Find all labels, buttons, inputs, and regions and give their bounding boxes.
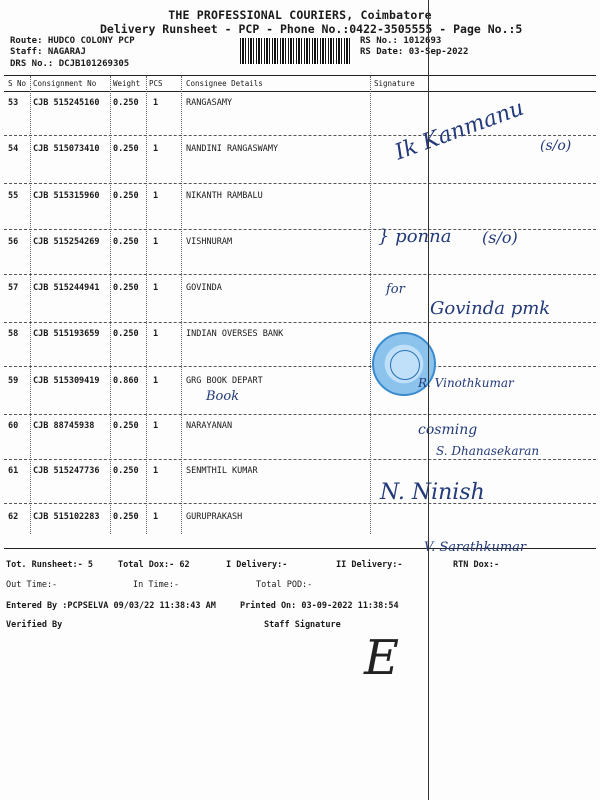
row-weight: 0.250 (113, 329, 139, 339)
row-weight: 0.250 (113, 512, 139, 522)
row-consignment: CJB 515245160 (33, 98, 100, 108)
signature-57b: Govinda pmk (430, 298, 551, 319)
col-consignee: Consignee Details (186, 79, 263, 88)
row-consignee: VISHNURAM (186, 237, 233, 247)
row-consignment: CJB 515247736 (33, 466, 100, 476)
row-divider (4, 274, 596, 275)
col-line (146, 76, 147, 534)
col-line (110, 76, 111, 534)
printed-on: Printed On: 03-09-2022 11:38:54 (240, 601, 399, 611)
row-consignment: CJB 515244941 (33, 283, 100, 293)
row-consignment: CJB 515102283 (33, 512, 100, 522)
rtn-dox: RTN Dox:- (453, 560, 500, 570)
tot-runsheet: Tot. Runsheet:- 5 (6, 560, 93, 570)
row-divider (4, 414, 596, 415)
row-pcs: 1 (153, 283, 159, 293)
row-sno: 56 (8, 237, 19, 247)
row-consignee: GURUPRAKASH (186, 512, 243, 522)
row-divider (4, 135, 596, 136)
col-pcs: PCS (149, 79, 163, 88)
signature-60b: S. Dhanasekaran (436, 444, 540, 458)
signature-53: Ik Kanmanu (391, 95, 528, 166)
col-line (181, 76, 182, 534)
signature-56a: } ponna (378, 226, 452, 247)
row-sno: 60 (8, 421, 19, 431)
staff-signature: E (364, 630, 400, 686)
route-label: Route: HUDCO COLONY PCP (10, 36, 135, 46)
row-consignee: RANGASAMY (186, 98, 233, 108)
drs-number: DRS No.: DCJB101269305 (10, 59, 130, 69)
row-consignment: CJB 515254269 (33, 237, 100, 247)
verified-by: Verified By (6, 620, 63, 630)
row-weight: 0.250 (113, 466, 139, 476)
row-pcs: 1 (153, 376, 159, 386)
row-weight: 0.250 (113, 191, 139, 201)
row-divider (4, 459, 596, 460)
row-consignment: CJB 515073410 (33, 144, 100, 154)
rs-number: RS No.: 1012693 (360, 36, 442, 46)
handwritten-note: Book (206, 389, 240, 404)
col-line (370, 76, 371, 534)
total-pod: Total POD:- (256, 580, 313, 590)
signature-61: N. Ninish (380, 480, 485, 505)
row-divider (4, 322, 596, 323)
col-consignment: Consignment No (33, 79, 97, 88)
row-weight: 0.250 (113, 144, 139, 154)
row-weight: 0.860 (113, 376, 139, 386)
row-consignee: INDIAN OVERSES BANK (186, 329, 284, 339)
row-pcs: 1 (153, 144, 159, 154)
row-consignment: CJB 515193659 (33, 329, 100, 339)
in-time: In Time:- (133, 580, 180, 590)
table-top-rule (4, 75, 596, 76)
ii-delivery: II Delivery:- (336, 560, 403, 570)
staff-label: Staff: NAGARAJ (10, 47, 86, 57)
row-consignment: CJB 515315960 (33, 191, 100, 201)
col-signature: Signature (374, 79, 415, 88)
entered-by: Entered By :PCPSELVA 09/03/22 11:38:43 AM (6, 601, 216, 611)
row-weight: 0.250 (113, 98, 139, 108)
row-consignee: GRG BOOK DEPART (186, 376, 263, 386)
company-title: THE PROFESSIONAL COURIERS, Coimbatore (168, 8, 432, 22)
row-consignee: SENMTHIL KUMAR (186, 466, 258, 476)
signature-62: V. Sarathkumar (424, 540, 527, 555)
row-weight: 0.250 (113, 237, 139, 247)
signature-57a: for (386, 282, 405, 297)
row-pcs: 1 (153, 421, 159, 431)
row-pcs: 1 (153, 237, 159, 247)
row-divider (4, 366, 596, 367)
signature-54: (s/o) (540, 138, 572, 154)
row-consignment: CJB 515309419 (33, 376, 100, 386)
row-sno: 53 (8, 98, 19, 108)
row-divider (4, 503, 596, 504)
row-sno: 57 (8, 283, 19, 293)
signature-60a: cosming (418, 422, 478, 438)
i-delivery: I Delivery:- (226, 560, 288, 570)
row-divider (4, 183, 596, 184)
row-sno: 61 (8, 466, 19, 476)
row-consignee: GOVINDA (186, 283, 222, 293)
col-line (30, 76, 31, 534)
row-consignee: NIKANTH RAMBALU (186, 191, 263, 201)
row-pcs: 1 (153, 329, 159, 339)
row-consignee: NANDINI RANGASWAMY (186, 144, 279, 154)
signature-59: R. Vinothkumar (418, 376, 514, 390)
row-pcs: 1 (153, 512, 159, 522)
barcode (240, 38, 352, 64)
staff-signature-label: Staff Signature (264, 620, 341, 630)
row-sno: 55 (8, 191, 19, 201)
total-dox: Total Dox:- 62 (118, 560, 190, 570)
col-weight: Weight (113, 79, 141, 88)
row-pcs: 1 (153, 191, 159, 201)
runsheet-subtitle: Delivery Runsheet - PCP - Phone No.:0422-3505555 - Page No.:5 (100, 22, 523, 36)
row-sno: 58 (8, 329, 19, 339)
row-weight: 0.250 (113, 283, 139, 293)
col-sno: S No (8, 79, 27, 88)
signature-56b: (s/o) (482, 228, 518, 247)
row-pcs: 1 (153, 98, 159, 108)
row-weight: 0.250 (113, 421, 139, 431)
rs-date: RS Date: 03-Sep-2022 (360, 47, 469, 57)
row-consignment: CJB 88745938 (33, 421, 95, 431)
row-consignee: NARAYANAN (186, 421, 233, 431)
row-sno: 54 (8, 144, 19, 154)
row-sno: 59 (8, 376, 19, 386)
table-header-rule (4, 91, 596, 92)
out-time: Out Time:- (6, 580, 58, 590)
row-sno: 62 (8, 512, 19, 522)
row-pcs: 1 (153, 466, 159, 476)
page-fold-line (428, 0, 429, 800)
